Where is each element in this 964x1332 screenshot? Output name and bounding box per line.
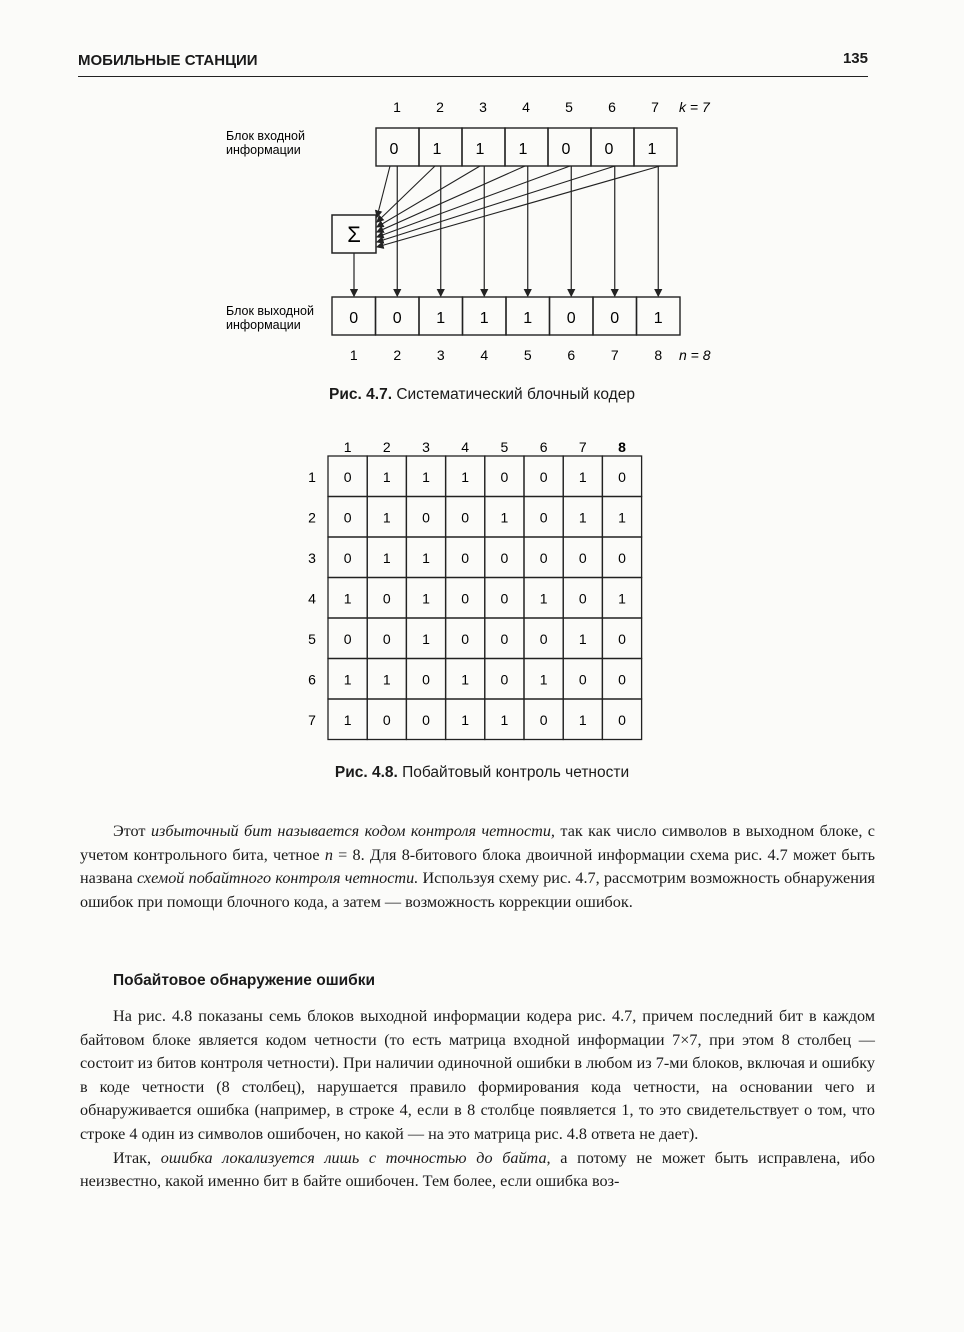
matrix-value-r1-c2: 1 bbox=[382, 469, 391, 485]
p3-italic-1: ошибка локализуется лишь с точностью до байта, bbox=[160, 1148, 551, 1167]
matrix-value-r5-c6: 0 bbox=[539, 631, 548, 647]
input-bit-2: 1 bbox=[432, 141, 442, 158]
p3-text-2: а потому не может быть исправлена, ибо неизвестно, какой именно бит в байте ошибочен. Тем более, если ошибка воз- bbox=[80, 1148, 876, 1191]
matrix-value-r3-c7: 0 bbox=[578, 550, 587, 566]
output-bit-2: 0 bbox=[392, 310, 402, 327]
figure-4-8-caption bbox=[0, 764, 964, 782]
top-index-4: 4 bbox=[522, 99, 530, 115]
matrix-value-r1-c7: 1 bbox=[578, 469, 587, 485]
matrix-value-r7-c3: 0 bbox=[422, 712, 430, 728]
p1-text-3: = 8. Для 8-битового блока двоичной информации схема рис. 4.7 может быть названа bbox=[80, 845, 875, 888]
sum-input-line-5 bbox=[377, 166, 570, 237]
matrix-value-r5-c7: 1 bbox=[578, 631, 587, 647]
input-block-label-1: Блок входной bbox=[226, 129, 305, 143]
top-index-5: 5 bbox=[565, 99, 573, 115]
sum-symbol: Σ bbox=[347, 222, 361, 247]
matrix-value-r7-c2: 0 bbox=[382, 712, 391, 728]
matrix-value-r3-c5: 0 bbox=[500, 550, 509, 566]
matrix-value-r3-c2: 1 bbox=[382, 550, 391, 566]
matrix-value-r1-c5: 0 bbox=[500, 469, 509, 485]
sum-input-line-4 bbox=[377, 166, 525, 232]
matrix-value-r4-c2: 0 bbox=[382, 590, 391, 607]
bottom-index-2: 2 bbox=[393, 347, 402, 363]
matrix-value-r5-c8: 0 bbox=[618, 631, 626, 647]
matrix-value-r1-c8: 0 bbox=[618, 469, 626, 485]
input-block-label-2: информации bbox=[226, 143, 301, 157]
matrix-value-r5-c5: 0 bbox=[500, 631, 509, 647]
p2-text: На рис. 4.8 показаны семь блоков выходной информации кодера рис. 4.7, причем последний бит в каждом байтовом блоке является кодом четности (то есть матрица входной информации 7×7, при этом 8 столбец — состоит из битов контроля четности). При наличии одиночной ошибки в любом из 7-ми блоков, включая и ошибку в коде четности (8 столбец), нарушается правило формирования кода четности, на основании чего и обнаруживается ошибка (например, в строке 4, если в 8 столбце появляется 1, то это свидетельствует о том, что строке 4 один из символов ошибочен, но какой — на это матрица рис. 4.8 ответа не дает). bbox=[80, 1007, 875, 1143]
matrix-row-headers bbox=[308, 469, 316, 728]
paragraph-detection bbox=[80, 1005, 875, 1194]
row-header-7: 7 bbox=[308, 712, 316, 728]
p3-text-1: Итак, bbox=[113, 1148, 161, 1167]
matrix-value-r7-c6: 0 bbox=[539, 712, 548, 728]
p1-italic-3: схемой побайтного контроля четности. bbox=[136, 869, 419, 888]
page-number: 135 bbox=[842, 50, 868, 67]
matrix-value-r4-c8: 1 bbox=[618, 590, 626, 607]
matrix-value-r2-c2: 1 bbox=[382, 509, 391, 526]
matrix-value-r1-c1: 0 bbox=[343, 469, 352, 485]
matrix-value-r2-c4: 0 bbox=[461, 509, 470, 526]
input-block bbox=[376, 128, 677, 166]
top-index-6: 6 bbox=[608, 99, 616, 115]
input-bit-5: 0 bbox=[561, 141, 571, 158]
section-subheading: Побайтовое обнаружение ошибки bbox=[113, 972, 376, 989]
top-index-7: 7 bbox=[651, 99, 659, 115]
input-bit-6: 0 bbox=[604, 141, 614, 158]
figure-4-8-number: Рис. 4.8. bbox=[334, 764, 398, 781]
matrix-value-r3-c1: 0 bbox=[343, 550, 352, 566]
matrix-value-r7-c4: 1 bbox=[461, 712, 470, 728]
output-bit-4: 1 bbox=[479, 310, 489, 327]
matrix-value-r6-c2: 1 bbox=[382, 671, 391, 688]
input-bit-7: 1 bbox=[647, 141, 657, 158]
sum-input-line-2 bbox=[377, 166, 435, 222]
output-bit-6: 0 bbox=[566, 310, 576, 327]
output-block bbox=[332, 297, 680, 335]
p1-text-4: Используя схему рис. 4.7, рассмотрим возможность обнаружения ошибок при помощи блочного кода, а затем — возможность коррекции ошибок. bbox=[80, 869, 875, 911]
matrix-value-r3-c6: 0 bbox=[539, 550, 548, 566]
top-index-1: 1 bbox=[393, 99, 401, 115]
matrix-value-r3-c8: 0 bbox=[618, 550, 626, 566]
output-bit-3: 1 bbox=[436, 310, 446, 327]
output-bit-8: 1 bbox=[653, 310, 663, 327]
matrix-value-r6-c3: 0 bbox=[422, 671, 430, 688]
bottom-index-3: 3 bbox=[436, 347, 445, 363]
output-block-label-2: информации bbox=[226, 318, 301, 332]
matrix-value-r6-c7: 0 bbox=[578, 671, 587, 688]
matrix-value-r5-c3: 1 bbox=[422, 631, 430, 647]
figure-4-7-number: Рис. 4.7. bbox=[329, 386, 393, 403]
bottom-index-4: 4 bbox=[480, 347, 489, 363]
column-header-1: 1 bbox=[343, 439, 352, 455]
matrix-value-r6-c1: 1 bbox=[343, 671, 352, 688]
row-header-1: 1 bbox=[308, 469, 316, 485]
bottom-index-7: 7 bbox=[610, 347, 619, 363]
output-bit-1: 0 bbox=[349, 310, 359, 327]
p1-italic-1: избыточный бит называется кодом контроля четности, bbox=[150, 822, 555, 840]
matrix-cells bbox=[328, 456, 642, 740]
matrix-value-r2-c8: 1 bbox=[618, 509, 626, 526]
matrix-value-r2-c1: 0 bbox=[343, 509, 352, 526]
matrix-value-r4-c1: 1 bbox=[343, 590, 352, 607]
matrix-value-r7-c1: 1 bbox=[343, 712, 352, 728]
figure-4-8-parity-matrix bbox=[0, 430, 964, 745]
matrix-value-r4-c7: 0 bbox=[578, 590, 587, 607]
output-bit-7: 0 bbox=[610, 310, 620, 327]
top-index-2: 2 bbox=[436, 99, 444, 115]
column-header-6: 6 bbox=[539, 439, 548, 455]
output-block-label-1: Блок выходной bbox=[226, 304, 314, 318]
matrix-value-r2-c5: 1 bbox=[500, 509, 509, 526]
row-header-3: 3 bbox=[308, 550, 316, 566]
running-head: МОБИЛЬНЫЕ СТАНЦИИ bbox=[78, 52, 258, 69]
top-indices bbox=[393, 99, 659, 115]
matrix-value-r7-c8: 0 bbox=[618, 712, 626, 728]
matrix-value-r6-c6: 1 bbox=[539, 671, 548, 688]
matrix-value-r6-c5: 0 bbox=[500, 671, 509, 688]
figure-4-7-block-encoder bbox=[0, 90, 964, 380]
matrix-value-r5-c1: 0 bbox=[343, 631, 352, 647]
sum-input-line-1 bbox=[377, 166, 390, 217]
column-header-8: 8 bbox=[618, 439, 626, 455]
matrix-value-r4-c5: 0 bbox=[500, 590, 509, 607]
matrix-value-r3-c4: 0 bbox=[461, 550, 470, 566]
bottom-index-6: 6 bbox=[567, 347, 576, 363]
p1-text-1: Этот bbox=[113, 822, 151, 840]
input-bit-3: 1 bbox=[475, 141, 485, 158]
input-bit-1: 0 bbox=[389, 141, 399, 158]
encoder-connections bbox=[354, 166, 660, 296]
figure-4-7-title: Систематический блочный кодер bbox=[392, 386, 635, 403]
row-header-6: 6 bbox=[308, 671, 316, 688]
column-header-7: 7 bbox=[578, 439, 587, 455]
column-header-2: 2 bbox=[382, 439, 391, 455]
figure-4-7-caption bbox=[0, 386, 964, 404]
matrix-value-r6-c8: 0 bbox=[618, 671, 626, 688]
figure-4-8-title: Побайтовый контроль четности bbox=[397, 764, 630, 781]
matrix-value-r4-c6: 1 bbox=[539, 590, 548, 607]
row-header-5: 5 bbox=[308, 631, 316, 647]
p1-text-2: так как число символов в выходном блоке, с учетом контрольного бита, четное bbox=[80, 822, 875, 864]
column-header-5: 5 bbox=[500, 439, 509, 455]
matrix-value-r6-c4: 1 bbox=[461, 671, 470, 688]
p1-italic-2: n bbox=[324, 845, 333, 864]
sum-input-line-7 bbox=[377, 166, 660, 247]
row-header-2: 2 bbox=[308, 509, 316, 526]
k-label: k = 7 bbox=[679, 99, 710, 115]
matrix-value-r2-c7: 1 bbox=[578, 509, 587, 526]
row-header-4: 4 bbox=[308, 590, 316, 607]
matrix-value-r2-c3: 0 bbox=[422, 509, 430, 526]
matrix-value-r4-c3: 1 bbox=[422, 590, 430, 607]
n-label: n = 8 bbox=[679, 347, 711, 363]
paragraph-parity-bit bbox=[80, 820, 875, 914]
matrix-value-r2-c6: 0 bbox=[539, 509, 548, 526]
top-index-3: 3 bbox=[479, 99, 487, 115]
matrix-value-r4-c4: 0 bbox=[461, 590, 470, 607]
bottom-index-5: 5 bbox=[523, 347, 532, 363]
matrix-value-r1-c6: 0 bbox=[539, 469, 548, 485]
page-header bbox=[78, 46, 868, 77]
output-bit-5: 1 bbox=[523, 310, 533, 327]
bottom-index-8: 8 bbox=[654, 347, 663, 363]
column-header-3: 3 bbox=[422, 439, 430, 455]
matrix-value-r5-c2: 0 bbox=[382, 631, 391, 647]
input-bit-4: 1 bbox=[518, 141, 528, 158]
matrix-value-r7-c5: 1 bbox=[500, 712, 509, 728]
sum-input-line-6 bbox=[377, 166, 615, 242]
matrix-value-r3-c3: 1 bbox=[422, 550, 430, 566]
bottom-indices bbox=[350, 347, 663, 363]
matrix-value-r5-c4: 0 bbox=[461, 631, 470, 647]
matrix-value-r1-c4: 1 bbox=[461, 469, 470, 485]
matrix-value-r7-c7: 1 bbox=[578, 712, 587, 728]
matrix-column-headers bbox=[344, 439, 626, 455]
matrix-value-r1-c3: 1 bbox=[422, 469, 430, 485]
column-header-4: 4 bbox=[461, 439, 470, 455]
bottom-index-1: 1 bbox=[349, 347, 358, 363]
